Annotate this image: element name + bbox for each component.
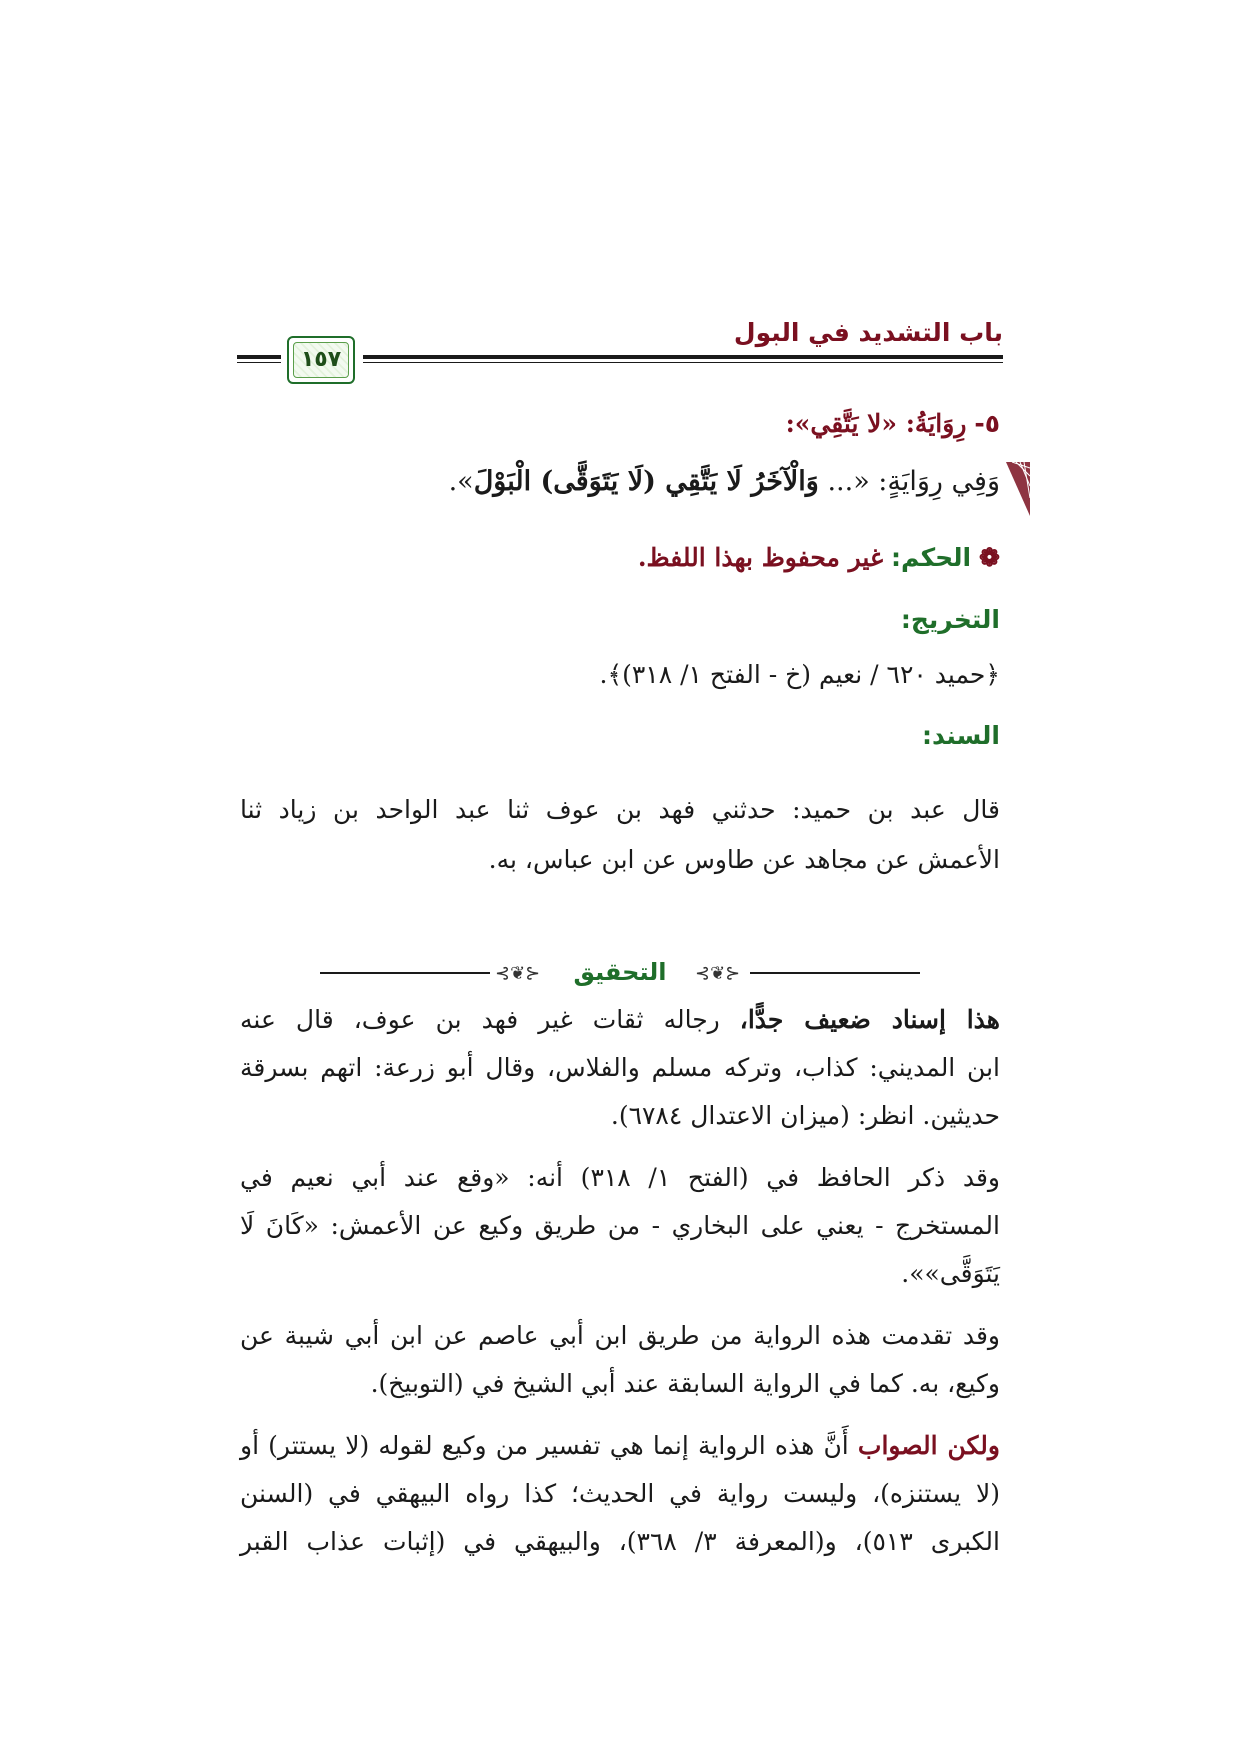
- narration-corner-ornament: [1006, 462, 1030, 516]
- narration-line: [240, 462, 1000, 502]
- p1-bold-lead: هذا إسناد ضعيف جدًّا،: [739, 1005, 1000, 1034]
- p1-line-2: ابن المديني: كذاب، وتركه مسلم والفلاس، وقال أبو زرعة: اتهم بسرقة: [240, 1053, 1000, 1082]
- page-number-badge: [287, 336, 355, 384]
- takhrij-text: ﴿حميد ٦٢٠ / نعيم (خ - الفتح ١/ ٣١٨)﴾.: [599, 660, 1000, 689]
- p3-line-1: وقد تقدمت هذه الرواية من طريق ابن أبي عاصم عن ابن أبي شيبة عن: [240, 1321, 1000, 1350]
- p1-line-3: حديثين. انظر: (ميزان الاعتدال ٦٧٨٤).: [610, 1101, 1000, 1130]
- p4-line-1: [240, 1426, 1000, 1466]
- takhrij-heading-text: التخريج:: [900, 605, 1000, 634]
- header-rule-thick-right: [363, 355, 1003, 359]
- narration-prefix: وَفِي رِوَايَةٍ: «...: [827, 466, 1000, 497]
- sanad-heading-text: السند:: [921, 721, 1000, 750]
- p2-line-3: يَتَوَقَّى»».: [901, 1259, 1000, 1288]
- page-number: ١٥٧: [300, 347, 342, 372]
- ruling-value: غير محفوظ بهذا اللفظ.: [637, 543, 884, 572]
- p2-line-2: المستخرج - يعني على البخاري - من طريق وكيع عن الأعمش: «كَانَ لَا: [240, 1211, 1000, 1240]
- divider-line-right: [750, 972, 920, 974]
- sanad-line-1: قال عبد بن حميد: حدثني فهد بن عوف ثنا عبد الواحد بن زياد ثنا: [240, 795, 1000, 824]
- section-heading: [240, 404, 1000, 444]
- header-rule-thick-left: [237, 355, 281, 359]
- ruling-line: [240, 538, 1000, 578]
- p1-line-1: [240, 1000, 1000, 1040]
- ruling-label: الحكم:: [890, 543, 972, 572]
- chapter-title: باب التشديد في البول: [733, 318, 1003, 347]
- p4-line-3: الكبرى ٥١٣)، و(المعرفة ٣/ ٣٦٨)، والبيهقي في (إثبات عذاب القبر: [240, 1527, 1000, 1556]
- takhrij-heading: [240, 600, 1000, 640]
- flower-icon: ❁: [979, 543, 1000, 572]
- narration-text: وَالْآخَرُ لَا يَتَّقِي (لَا يَتَوَقَّى) الْبَوْلَ: [473, 466, 819, 497]
- narration-suffix: ».: [448, 466, 474, 497]
- section-number: ٥-: [974, 409, 1000, 438]
- sanad-line-2: الأعمش عن مجاهد عن طاوس عن ابن عباس، به.: [488, 845, 1000, 874]
- tahqiq-divider: [240, 958, 1000, 988]
- section-title: رِوَايَةُ: «لا يَتَّقِي»:: [785, 409, 967, 438]
- p3-line-2: وكيع، به. كما في الرواية السابقة عند أبي الشيخ في (التوبيخ).: [370, 1369, 1000, 1398]
- tahqiq-heading: التحقيق: [573, 958, 667, 986]
- sanad-heading: [240, 716, 1000, 756]
- p4-line-2: (لا يستنزه)، وليست رواية في الحديث؛ كذا رواه البيهقي في (السنن: [240, 1479, 1000, 1508]
- p4-line1-rest: أَنَّ هذه الرواية إنما هي تفسير من وكيع لقوله (لا يستتر) أو: [240, 1431, 849, 1460]
- header-rule-thin-left: [237, 362, 281, 363]
- header-rule-thin-right: [363, 362, 1003, 363]
- p2-line-1: وقد ذكر الحافظ في (الفتح ١/ ٣١٨) أنه: «وقع عند أبي نعيم في: [240, 1163, 1001, 1192]
- p1-line1-rest: رجاله ثقات غير فهد بن عوف، قال عنه: [240, 1005, 720, 1034]
- p4-bold-lead: ولكن الصواب: [857, 1431, 1000, 1460]
- divider-ornament-left: ⊰❦⊱: [495, 963, 541, 984]
- divider-ornament-right: ⊰❦⊱: [695, 963, 741, 984]
